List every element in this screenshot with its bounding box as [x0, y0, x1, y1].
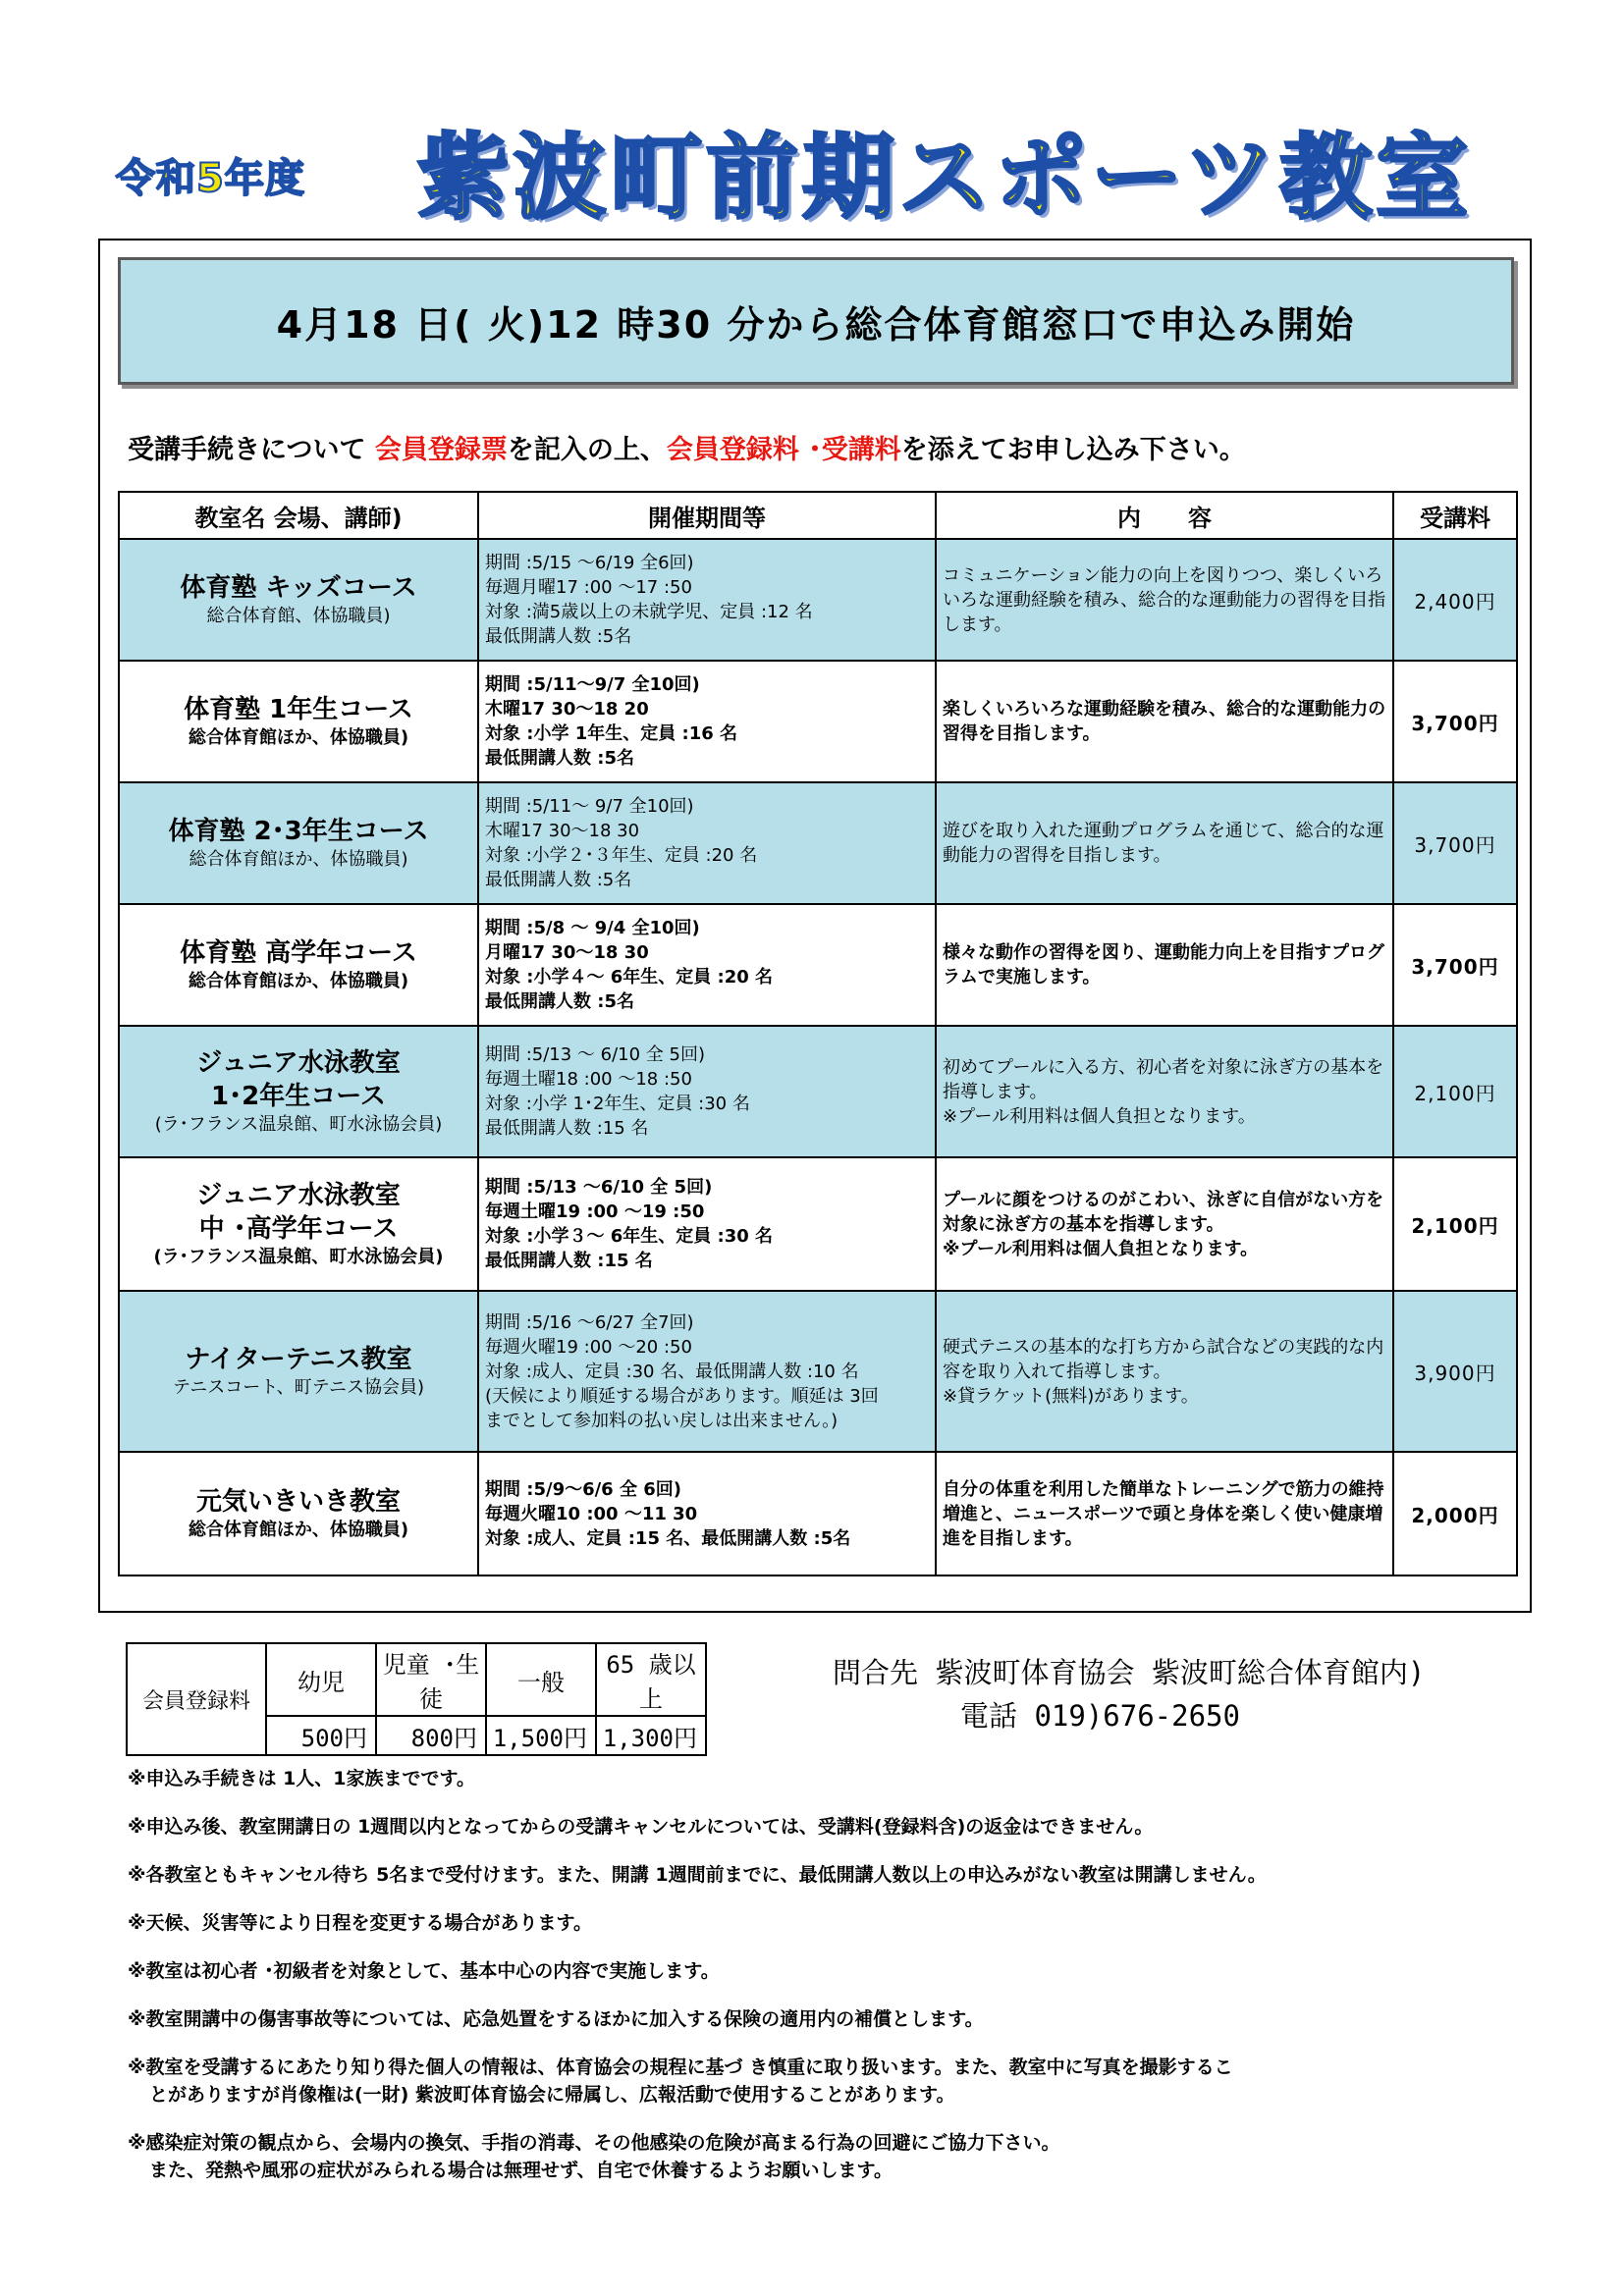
course-place: 総合体育館ほか、体協職員)	[189, 849, 408, 870]
course-place: 総合体育館ほか、体協職員)	[188, 1520, 409, 1540]
table-row	[119, 1026, 1517, 1157]
fee-header-row	[127, 1643, 706, 1716]
intro-text-1: 受講手続きについて	[128, 435, 375, 465]
period-line: 最低開講人数 :15 名	[485, 1118, 649, 1139]
fee-cell: 3,700円	[1393, 661, 1517, 782]
content-cell: プールに顔をつけるのがこわい、泳ぎに自信がない方を対象に泳ぎ方の基本を指導します。 ※プール利用料は個人負担となります。	[936, 1157, 1393, 1291]
intro-text-3: を添えてお申し込み下さい。	[900, 435, 1246, 465]
note-continuation: また、発熱や風邪の症状がみられる場合は無理せず、自宅で休養するようお願いします。	[149, 2160, 893, 2181]
period-cell	[478, 661, 936, 782]
course-cell	[119, 1026, 478, 1157]
table-row	[119, 539, 1517, 661]
fee-category: 児童 ･生徒	[376, 1643, 486, 1716]
period-line: 毎週月曜17 :00 ～17 :50	[485, 577, 692, 598]
period-line: 期間 :5/13 ～ 6/10 全 5回)	[485, 1044, 705, 1065]
period-line: 木曜17 30～18 20	[485, 699, 649, 720]
fee-cell: 3,700円	[1393, 782, 1517, 904]
period-line: 最低開講人数 :5名	[485, 870, 632, 890]
period-line: 対象 :成人、定員 :15 名、最低開講人数 :5名	[485, 1527, 851, 1549]
course-name: 体育塾 高学年コース	[180, 938, 417, 968]
period-line: 最低開講人数 :5名	[485, 748, 634, 769]
period-line: 期間 :5/15 ～6/19 全6回)	[485, 553, 694, 573]
year-title: 令和5年度	[116, 156, 305, 201]
note-item	[128, 2129, 1522, 2184]
table-row	[119, 1157, 1517, 1291]
course-name: 体育塾 2･3年生コース	[168, 817, 429, 846]
content-cell: 自分の体重を利用した簡単なトレーニングで筋力の維持増進と、ニュースポーツで頭と身体を楽しく使い健康増進を目指します。	[936, 1452, 1393, 1575]
course-table	[118, 491, 1518, 1576]
intro-text	[128, 428, 1502, 466]
fee-amount: 1,300円	[596, 1716, 706, 1755]
fee-category: 一般	[486, 1643, 596, 1716]
table-row	[119, 1291, 1517, 1452]
course-place: 総合体育館ほか、体協職員)	[188, 971, 409, 991]
note-item: ※申込み後、教室開講日の 1週間以内となってからの受講キャンセルについては、受講料(登録料含)の返金はできません。	[128, 1816, 1154, 1838]
course-table-header	[119, 492, 1517, 539]
course-cell	[119, 1291, 478, 1452]
content-cell: 楽しくいろいろな運動経験を積み、総合的な運動能力の習得を目指します。	[936, 661, 1393, 782]
note-item: ※各教室ともキャンセル待ち 5名まで受付けます。また、開講 1週間前までに、最低開講人数以上の申込みがない教室は開講しません。	[128, 1864, 1267, 1886]
course-cell	[119, 661, 478, 782]
period-cell	[478, 904, 936, 1026]
main-title: 紫波町前期スポーツ教室	[417, 125, 1473, 232]
period-line: 期間 :5/13 ～6/10 全 5回)	[485, 1177, 713, 1198]
period-line: 最低開講人数 :15 名	[485, 1251, 653, 1271]
course-place: (ラ･フランス温泉館、町水泳協会員)	[154, 1114, 443, 1135]
table-row	[119, 1452, 1517, 1575]
note-item: ※申込み手続きは 1人、1家族までです。	[128, 1768, 476, 1789]
course-cell	[119, 1157, 478, 1291]
intro-text-2: を記入の上、	[507, 435, 667, 465]
contact-organization: 問合先 紫波町体育協会 紫波町総合体育館内)	[833, 1656, 1426, 1689]
period-cell	[478, 782, 936, 904]
intro-red-2: 会員登録料 ･受講料	[666, 435, 901, 465]
fee-amount: 500円	[266, 1716, 376, 1755]
table-row	[119, 904, 1517, 1026]
period-line: 対象 :成人、定員 :30 名、最低開講人数 :10 名	[485, 1361, 859, 1382]
course-name: ジュニア水泳教室 中 ･高学年コース	[196, 1181, 401, 1244]
course-cell	[119, 904, 478, 1026]
content-cell: 初めてプールに入る方、初心者を対象に泳ぎ方の基本を指導します。 ※プール利用料は個人負担となります。	[936, 1026, 1393, 1157]
intro-red-1: 会員登録票	[374, 435, 508, 465]
fee-category: 幼児	[266, 1643, 376, 1716]
period-line: 期間 :5/11～ 9/7 全10回)	[485, 796, 694, 817]
period-line: 対象 :小学２･３年生、定員 :20 名	[485, 845, 758, 866]
period-line: 対象 :小学４～ 6年生、定員 :20 名	[485, 967, 774, 988]
course-place: テニスコート、町テニス協会員)	[173, 1377, 424, 1398]
header-fee: 受講料	[1393, 492, 1517, 539]
course-name: 体育塾 キッズコース	[180, 573, 417, 603]
note-item: ※教室開講中の傷害事故等については、応急処置をするほかに加入する保険の適用内の補償とします。	[128, 2008, 984, 2030]
note-item: ※天候、災害等により日程を変更する場合があります。	[128, 1912, 592, 1934]
period-line: 対象 :小学 1･2年生、定員 :30 名	[485, 1094, 750, 1114]
period-line: 対象 :満5歳以上の未就学児、定員 :12 名	[485, 602, 813, 622]
contact-phone: 電話 019)676-2650	[960, 1699, 1240, 1733]
fee-category: 65 歳以上	[596, 1643, 706, 1716]
membership-fee-table	[126, 1642, 707, 1756]
page-header	[0, 98, 1624, 236]
course-cell	[119, 1452, 478, 1575]
fee-cell: 2,100円	[1393, 1157, 1517, 1291]
note-first-line: ※教室を受講するにあたり知り得た個人の情報は、体育協会の規程に基づ き慎重に取り扱います。また、教室中に写真を撮影するこ	[128, 2056, 1233, 2078]
note-item: ※教室は初心者 ･初級者を対象として、基本中心の内容で実施します。	[128, 1960, 720, 1982]
content-cell: 遊びを取り入れた運動プログラムを通じて、総合的な運動能力の習得を目指します。	[936, 782, 1393, 904]
period-line: 対象 :小学３～ 6年生、定員 :30 名	[485, 1226, 774, 1247]
course-name: 体育塾 1年生コース	[184, 695, 413, 724]
course-place: 総合体育館ほか、体協職員)	[188, 727, 409, 748]
notes-section	[128, 1765, 1522, 2205]
period-cell	[478, 1291, 936, 1452]
fee-cell: 3,900円	[1393, 1291, 1517, 1452]
course-place: 総合体育館、体協職員)	[206, 606, 391, 626]
course-name: ジュニア水泳教室 1･2年生コース	[196, 1048, 401, 1111]
content-cell: 硬式テニスの基本的な打ち方から試合などの実践的な内容を取り入れて指導します。 ※貸ラケット(無料)があります。	[936, 1291, 1393, 1452]
period-line: (天候により順延する場合があります。順延は 3回	[485, 1385, 879, 1407]
fee-cell: 3,700円	[1393, 904, 1517, 1026]
header-content: 内 容	[936, 492, 1393, 539]
period-line: 最低開講人数 :5名	[485, 626, 632, 647]
course-cell	[119, 539, 478, 661]
period-cell	[478, 1452, 936, 1575]
fee-amount: 1,500円	[486, 1716, 596, 1755]
period-line: までとして参加料の払い戻しは出来ません。)	[485, 1410, 839, 1431]
period-line: 最低開講人数 :5名	[485, 991, 634, 1012]
period-line: 毎週土曜19 :00 ～19 :50	[485, 1201, 705, 1222]
period-line: 期間 :5/9～6/6 全 6回)	[485, 1478, 681, 1500]
course-name: ナイターテニス教室	[185, 1345, 412, 1374]
course-name: 元気いきいき教室	[195, 1487, 401, 1517]
period-line: 期間 :5/11～9/7 全10回)	[485, 674, 700, 695]
course-cell	[119, 782, 478, 904]
note-continuation: とがありますが肖像権は(一財) 紫波町体育協会に帰属し、広報活動で使用することがあります。	[149, 2084, 955, 2106]
header-period: 開催期間等	[478, 492, 936, 539]
table-row	[119, 782, 1517, 904]
fee-cell: 2,400円	[1393, 539, 1517, 661]
content-cell: コミュニケーション能力の向上を図りつつ、楽しくいろいろな運動経験を積み、総合的な運動能力の習得を目指します。	[936, 539, 1393, 661]
period-line: 毎週火曜10 :00 ～11 30	[485, 1503, 698, 1524]
period-line: 対象 :小学 1年生、定員 :16 名	[485, 723, 738, 744]
period-line: 期間 :5/8 ～ 9/4 全10回)	[485, 918, 700, 938]
note-item	[128, 2054, 1522, 2109]
period-line: 月曜17 30～18 30	[485, 942, 649, 963]
note-first-line: ※感染症対策の観点から、会場内の換気、手指の消毒、その他感染の危険が高まる行為の回避にご協力下さい。	[128, 2132, 1060, 2154]
period-cell	[478, 539, 936, 661]
period-line: 毎週火曜19 :00 ～20 :50	[485, 1336, 692, 1358]
table-row	[119, 661, 1517, 782]
fee-cell: 2,000円	[1393, 1452, 1517, 1575]
header-name: 教室名 会場、講師)	[119, 492, 478, 539]
period-line: 期間 :5/16 ～6/27 全7回)	[485, 1311, 694, 1333]
application-banner: 4月18 日( 火)12 時30 分から総合体育館窓口で申込み開始	[118, 257, 1514, 385]
fee-label: 会員登録料	[127, 1643, 266, 1755]
period-cell	[478, 1026, 936, 1157]
period-cell	[478, 1157, 936, 1291]
period-line: 木曜17 30～18 30	[485, 821, 640, 841]
course-place: (ラ･フランス温泉館、町水泳協会員)	[153, 1247, 444, 1267]
content-cell: 様々な動作の習得を図り、運動能力向上を目指すプログラムで実施します。	[936, 904, 1393, 1026]
period-line: 毎週土曜18 :00 ～18 :50	[485, 1069, 692, 1090]
fee-cell: 2,100円	[1393, 1026, 1517, 1157]
fee-amount: 800円	[376, 1716, 486, 1755]
